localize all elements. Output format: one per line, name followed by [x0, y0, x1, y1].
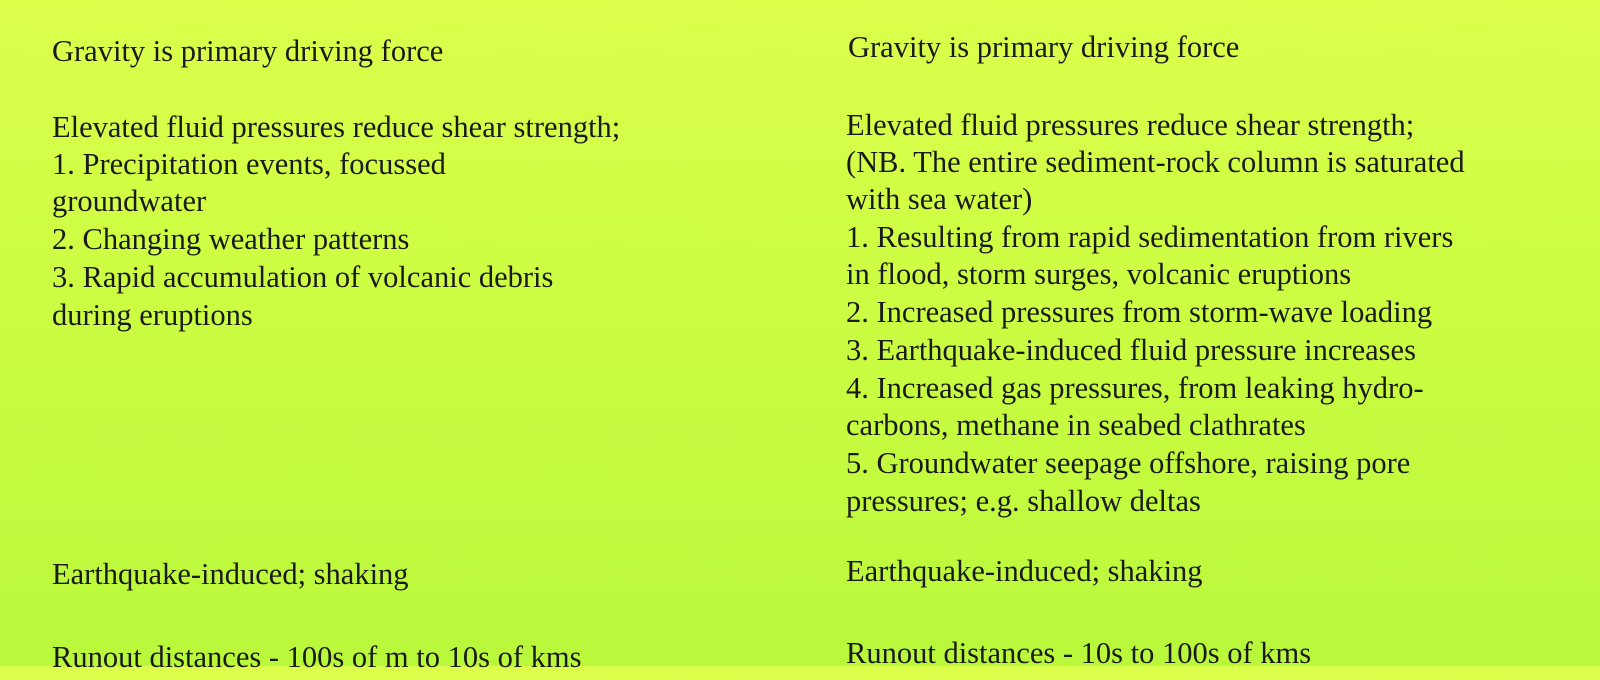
right-fluid-line: in flood, storm surges, volcanic eruptions: [846, 257, 1352, 291]
right-fluid-line: carbons, methane in seabed clathrates: [846, 408, 1306, 442]
right-fluid-heading: Elevated fluid pressures reduce shear strength;: [846, 108, 1415, 142]
right-fluid-line: (NB. The entire sediment-rock column is saturated: [846, 145, 1465, 179]
right-fluid-line: 5. Groundwater seepage offshore, raising pore: [846, 446, 1411, 480]
left-fluid-heading: Elevated fluid pressures reduce shear strength;: [52, 110, 621, 144]
right-fluid-line: pressures; e.g. shallow deltas: [846, 484, 1201, 518]
left-fluid-line: 3. Rapid accumulation of volcanic debris: [52, 260, 554, 294]
right-fluid-line: 2. Increased pressures from storm-wave loading: [846, 295, 1433, 329]
left-earthquake-text: Earthquake-induced; shaking: [52, 557, 409, 591]
left-fluid-line: during eruptions: [52, 298, 253, 332]
right-runout-text: Runout distances - 10s to 100s of kms: [846, 636, 1312, 670]
left-fluid-line: groundwater: [52, 184, 207, 218]
right-fluid-line: with sea water): [846, 182, 1033, 216]
left-gravity-text: Gravity is primary driving force: [52, 34, 444, 68]
right-earthquake-text: Earthquake-induced; shaking: [846, 554, 1203, 588]
right-fluid-line: 1. Resulting from rapid sedimentation from rivers: [846, 220, 1454, 254]
right-gravity-text: Gravity is primary driving force: [848, 30, 1240, 64]
left-fluid-line: 2. Changing weather patterns: [52, 222, 410, 256]
left-runout-text: Runout distances - 100s of m to 10s of kms: [52, 640, 582, 674]
left-fluid-line: 1. Precipitation events, focussed: [52, 147, 446, 181]
right-fluid-line: 3. Earthquake-induced fluid pressure increases: [846, 333, 1416, 367]
right-fluid-line: 4. Increased gas pressures, from leaking hydro-: [846, 371, 1424, 405]
